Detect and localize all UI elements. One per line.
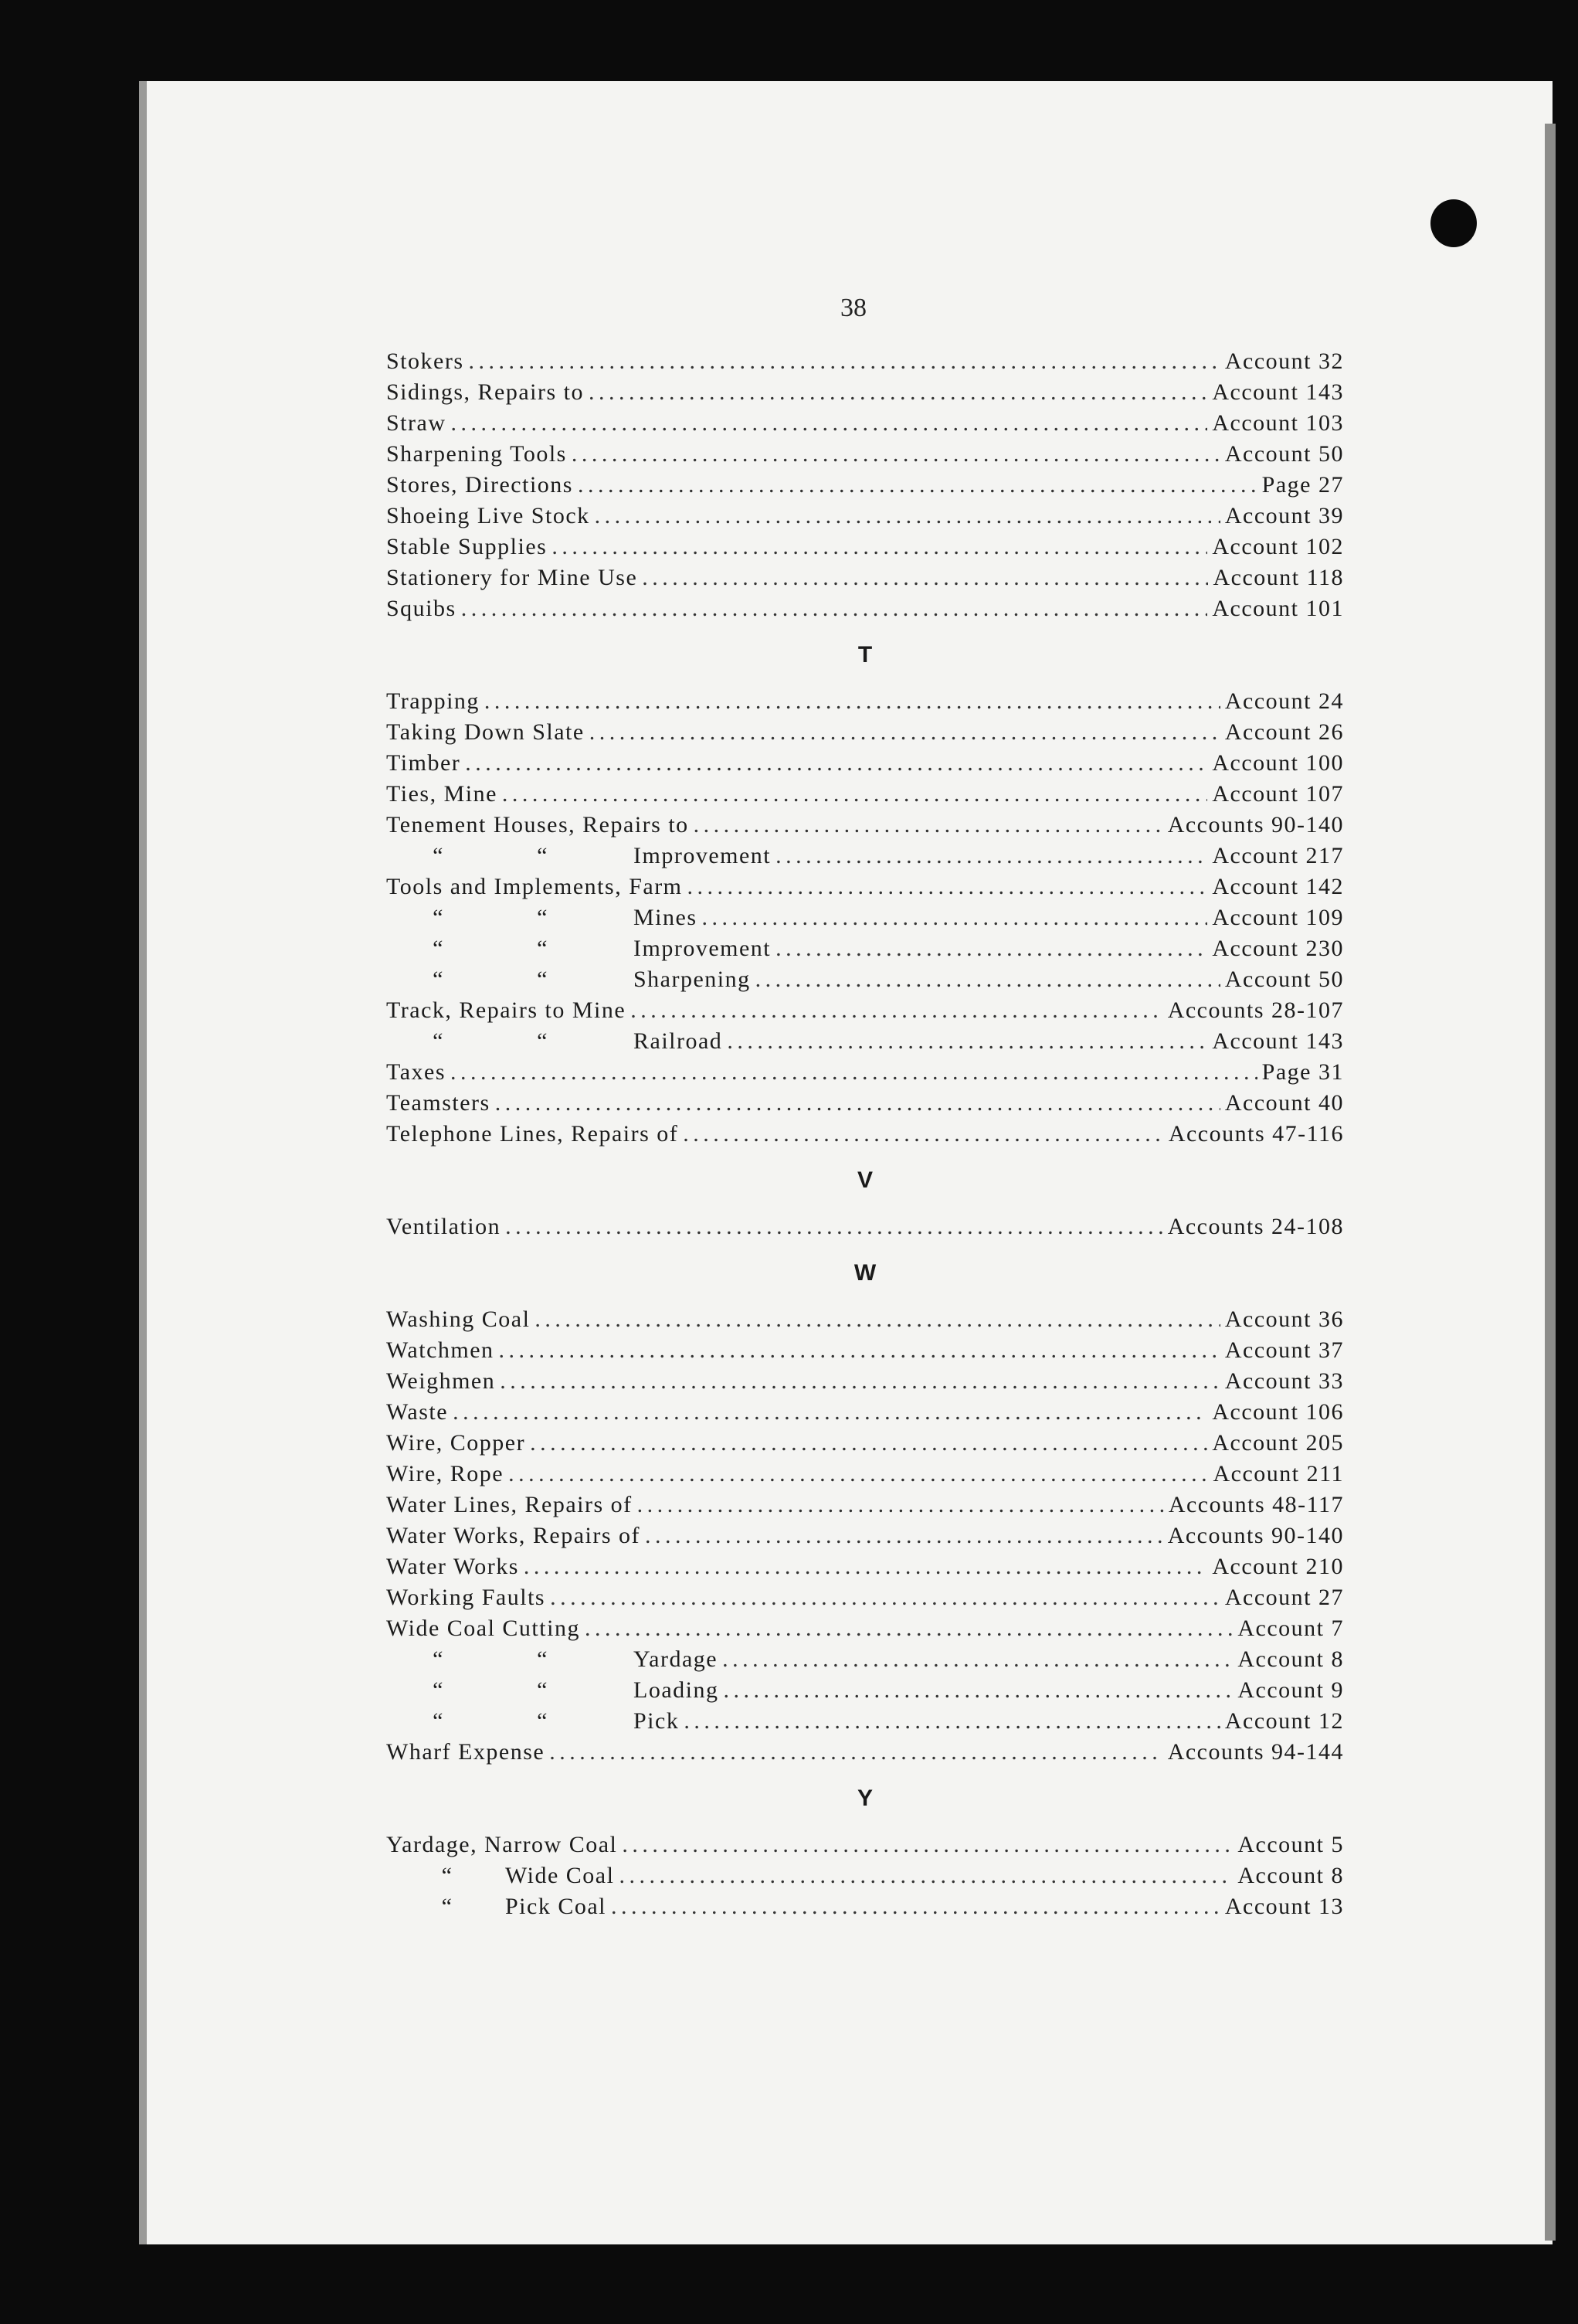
index-entry [386, 1830, 1344, 1860]
subterm-label: Wide Coal [505, 1863, 615, 1888]
entry-subterm [386, 841, 771, 872]
index-entry [386, 995, 1344, 1026]
entry-term: Teamsters [386, 1090, 490, 1116]
entry-reference: Account 102 [1212, 534, 1344, 559]
entry-reference: Page 27 [1261, 472, 1344, 498]
index-entry [386, 1397, 1344, 1428]
entry-reference: Account 8 [1237, 1646, 1344, 1672]
index-entry [386, 532, 1344, 562]
ditto-mark: “ [441, 1863, 453, 1888]
index-entry [386, 562, 1344, 593]
index-entry [386, 1335, 1344, 1366]
index-entry [386, 1026, 1344, 1057]
ditto-mark: “ [433, 967, 444, 992]
entry-reference: Accounts 48-117 [1168, 1492, 1344, 1517]
entry-reference: Account 5 [1237, 1832, 1344, 1857]
index-entry [386, 377, 1344, 408]
ditto-mark: “ [537, 936, 548, 961]
dot-leader [702, 902, 1208, 933]
entry-term: Telephone Lines, Repairs of [386, 1121, 679, 1147]
dot-leader [453, 1397, 1207, 1428]
entry-reference: Account 12 [1224, 1708, 1344, 1734]
entry-reference: Account 211 [1213, 1461, 1344, 1486]
entry-term: Stable Supplies [386, 534, 548, 559]
ditto-mark: “ [433, 936, 444, 961]
entry-term: Water Works, Repairs of [386, 1523, 641, 1548]
index-entry [386, 1613, 1344, 1644]
entry-reference: Account 50 [1224, 967, 1344, 992]
index-entry [386, 717, 1344, 748]
subterm-label: Yardage [633, 1646, 718, 1672]
entry-reference: Account 32 [1224, 348, 1344, 374]
ditto-mark: “ [537, 967, 548, 992]
entry-reference: Account 217 [1212, 843, 1344, 868]
subterm-label: Improvement [633, 936, 772, 961]
entry-term: Waste [386, 1399, 449, 1425]
ditto-mark: “ [433, 1708, 444, 1734]
index-list [386, 346, 1344, 1922]
subterm-label: Sharpening [633, 967, 751, 992]
entry-reference: Account 27 [1224, 1585, 1344, 1610]
ditto-mark: “ [433, 843, 444, 868]
dot-leader [727, 1026, 1207, 1057]
entry-reference: Account 7 [1237, 1616, 1344, 1641]
subterm-label: Pick [633, 1708, 680, 1734]
entry-reference: Accounts 90-140 [1167, 1523, 1344, 1548]
ditto-mark: “ [537, 905, 548, 930]
entry-reference: Accounts 47-116 [1168, 1121, 1344, 1147]
entry-reference: Account 36 [1224, 1306, 1344, 1332]
entry-reference: Account 8 [1237, 1863, 1344, 1888]
ditto-mark: “ [433, 1028, 444, 1054]
dot-leader [755, 964, 1220, 995]
index-entry [386, 470, 1344, 501]
entry-reference: Account 230 [1212, 936, 1344, 961]
entry-reference: Account 50 [1224, 441, 1344, 467]
entry-term: Wire, Copper [386, 1430, 526, 1456]
entry-reference: Account 33 [1224, 1368, 1344, 1394]
dot-leader [465, 748, 1207, 779]
dot-leader [585, 1613, 1233, 1644]
index-entry [386, 346, 1344, 377]
dot-leader [619, 1860, 1233, 1891]
entry-reference: Account 210 [1212, 1554, 1344, 1579]
ditto-mark: “ [537, 1646, 548, 1672]
index-entry [386, 779, 1344, 810]
ditto-mark: “ [433, 905, 444, 930]
entry-subterm [386, 1891, 606, 1922]
entry-reference: Account 9 [1237, 1677, 1344, 1703]
section-letter: V [857, 1167, 873, 1193]
ditto-mark: “ [537, 843, 548, 868]
index-entry [386, 1459, 1344, 1490]
entry-subterm [386, 1706, 679, 1737]
dot-leader [642, 562, 1208, 593]
punch-hole [1430, 199, 1477, 247]
dot-leader [550, 1582, 1220, 1613]
entry-term: Water Lines, Repairs of [386, 1492, 633, 1517]
entry-term: Stationery for Mine Use [386, 565, 638, 590]
ditto-mark: “ [537, 1028, 548, 1054]
entry-term: Sharpening Tools [386, 441, 567, 467]
page-edge [1545, 124, 1556, 2241]
index-entry [386, 964, 1344, 995]
entry-reference: Account 39 [1224, 503, 1344, 528]
ditto-mark: “ [433, 1646, 444, 1672]
index-entry [386, 1304, 1344, 1335]
subterm-label: Loading [633, 1677, 719, 1703]
entry-reference: Page 31 [1261, 1059, 1344, 1085]
entry-reference: Account 103 [1212, 410, 1344, 436]
dot-leader [684, 1706, 1220, 1737]
index-entry [386, 1860, 1344, 1891]
dot-leader [775, 933, 1207, 964]
dot-leader [451, 408, 1208, 439]
dot-leader [502, 779, 1207, 810]
entry-reference: Accounts 28-107 [1167, 997, 1344, 1023]
index-entry [386, 1737, 1344, 1768]
index-entry [386, 1551, 1344, 1582]
ditto-mark: “ [433, 1677, 444, 1703]
dot-leader [637, 1490, 1164, 1520]
entry-reference: Account 24 [1224, 688, 1344, 714]
dot-leader [484, 686, 1220, 717]
index-entry [386, 1891, 1344, 1922]
dot-leader [450, 1057, 1257, 1088]
subterm-label: Mines [633, 905, 697, 930]
entry-reference: Account 13 [1224, 1894, 1344, 1919]
subterm-label: Railroad [633, 1028, 723, 1054]
entry-reference: Account 142 [1212, 874, 1344, 899]
subterm-label: Pick Coal [505, 1894, 606, 1919]
entry-reference: Account 109 [1212, 905, 1344, 930]
index-entry [386, 439, 1344, 470]
entry-reference: Accounts 90-140 [1167, 812, 1344, 838]
index-entry [386, 686, 1344, 717]
entry-reference: Account 143 [1212, 1028, 1344, 1054]
dot-leader [595, 501, 1220, 532]
page-number: 38 [840, 294, 867, 322]
entry-term: Stores, Directions [386, 472, 573, 498]
entry-term: Timber [386, 750, 461, 776]
index-entry [386, 933, 1344, 964]
entry-subterm [386, 933, 771, 964]
entry-reference: Account 205 [1212, 1430, 1344, 1456]
entry-term: Weighmen [386, 1368, 496, 1394]
dot-leader [611, 1891, 1220, 1922]
ditto-mark: “ [441, 1894, 453, 1919]
index-entry [386, 902, 1344, 933]
dot-leader [499, 1335, 1220, 1366]
ditto-mark: “ [537, 1708, 548, 1734]
entry-term: Tools and Implements, Farm [386, 874, 683, 899]
entry-term: Straw [386, 410, 446, 436]
index-entry [386, 1644, 1344, 1675]
entry-reference: Account 107 [1212, 781, 1344, 807]
entry-term: Working Faults [386, 1585, 546, 1610]
dot-leader [622, 1830, 1233, 1860]
entry-reference: Account 37 [1224, 1337, 1344, 1363]
entry-term: Squibs [386, 596, 456, 621]
dot-leader [645, 1520, 1163, 1551]
dot-leader [572, 439, 1220, 470]
entry-subterm [386, 902, 697, 933]
index-entry [386, 1490, 1344, 1520]
entry-term: Ties, Mine [386, 781, 497, 807]
dot-leader [469, 346, 1220, 377]
dot-leader [534, 1304, 1220, 1335]
index-entry [386, 1211, 1344, 1242]
dot-leader [505, 1211, 1163, 1242]
entry-reference: Account 118 [1213, 565, 1344, 590]
ditto-mark: “ [537, 1677, 548, 1703]
entry-term: Stokers [386, 348, 464, 374]
entry-reference: Accounts 24-108 [1167, 1214, 1344, 1239]
dot-leader [589, 377, 1207, 408]
entry-subterm [386, 1026, 722, 1057]
dot-leader [461, 593, 1208, 624]
entry-term: Ventilation [386, 1214, 501, 1239]
index-entry [386, 1428, 1344, 1459]
dot-leader [495, 1088, 1220, 1119]
index-entry [386, 1119, 1344, 1150]
index-entry [386, 1675, 1344, 1706]
entry-term: Taking Down Slate [386, 719, 585, 745]
entry-subterm [386, 1860, 614, 1891]
dot-leader [578, 470, 1257, 501]
index-entry [386, 872, 1344, 902]
entry-term: Trapping [386, 688, 480, 714]
entry-term: Tenement Houses, Repairs to [386, 812, 689, 838]
entry-reference: Account 26 [1224, 719, 1344, 745]
entry-reference: Accounts 94-144 [1167, 1739, 1344, 1765]
entry-reference: Account 40 [1224, 1090, 1344, 1116]
dot-leader [551, 532, 1207, 562]
dot-leader [500, 1366, 1220, 1397]
index-entry [386, 1520, 1344, 1551]
dot-leader [589, 717, 1220, 748]
dot-leader [775, 841, 1207, 872]
entry-term: Watchmen [386, 1337, 494, 1363]
entry-subterm [386, 1675, 718, 1706]
dot-leader [687, 872, 1208, 902]
dot-leader [683, 1119, 1164, 1150]
entry-reference: Account 106 [1212, 1399, 1344, 1425]
entry-term: Wide Coal Cutting [386, 1616, 580, 1641]
index-entry [386, 593, 1344, 624]
dot-leader [694, 810, 1163, 841]
index-entry [386, 1057, 1344, 1088]
entry-term: Wharf Expense [386, 1739, 545, 1765]
index-entry [386, 1706, 1344, 1737]
entry-subterm [386, 964, 751, 995]
index-entry [386, 501, 1344, 532]
entry-term: Sidings, Repairs to [386, 379, 585, 405]
entry-reference: Account 100 [1212, 750, 1344, 776]
subterm-label: Improvement [633, 843, 772, 868]
dot-leader [524, 1551, 1207, 1582]
entry-subterm [386, 1644, 718, 1675]
entry-term: Water Works [386, 1554, 519, 1579]
section-letter: W [853, 1260, 877, 1286]
entry-term: Track, Repairs to Mine [386, 997, 626, 1023]
index-entry [386, 408, 1344, 439]
index-entry [386, 1366, 1344, 1397]
index-entry [386, 1088, 1344, 1119]
index-entry [386, 810, 1344, 841]
index-entry [386, 748, 1344, 779]
entry-term: Taxes [386, 1059, 446, 1085]
entry-term: Washing Coal [386, 1306, 531, 1332]
entry-term: Wire, Rope [386, 1461, 504, 1486]
index-entry [386, 1582, 1344, 1613]
dot-leader [723, 1675, 1233, 1706]
entry-reference: Account 101 [1212, 596, 1344, 621]
dot-leader [508, 1459, 1208, 1490]
entry-term: Yardage, Narrow Coal [386, 1832, 618, 1857]
entry-term: Shoeing Live Stock [386, 503, 590, 528]
entry-reference: Account 143 [1212, 379, 1344, 405]
dot-leader [549, 1737, 1162, 1768]
section-letter: T [857, 642, 873, 668]
dot-leader [722, 1644, 1233, 1675]
dot-leader [530, 1428, 1207, 1459]
section-letter: Y [857, 1785, 873, 1811]
dot-leader [630, 995, 1163, 1026]
index-entry [386, 841, 1344, 872]
